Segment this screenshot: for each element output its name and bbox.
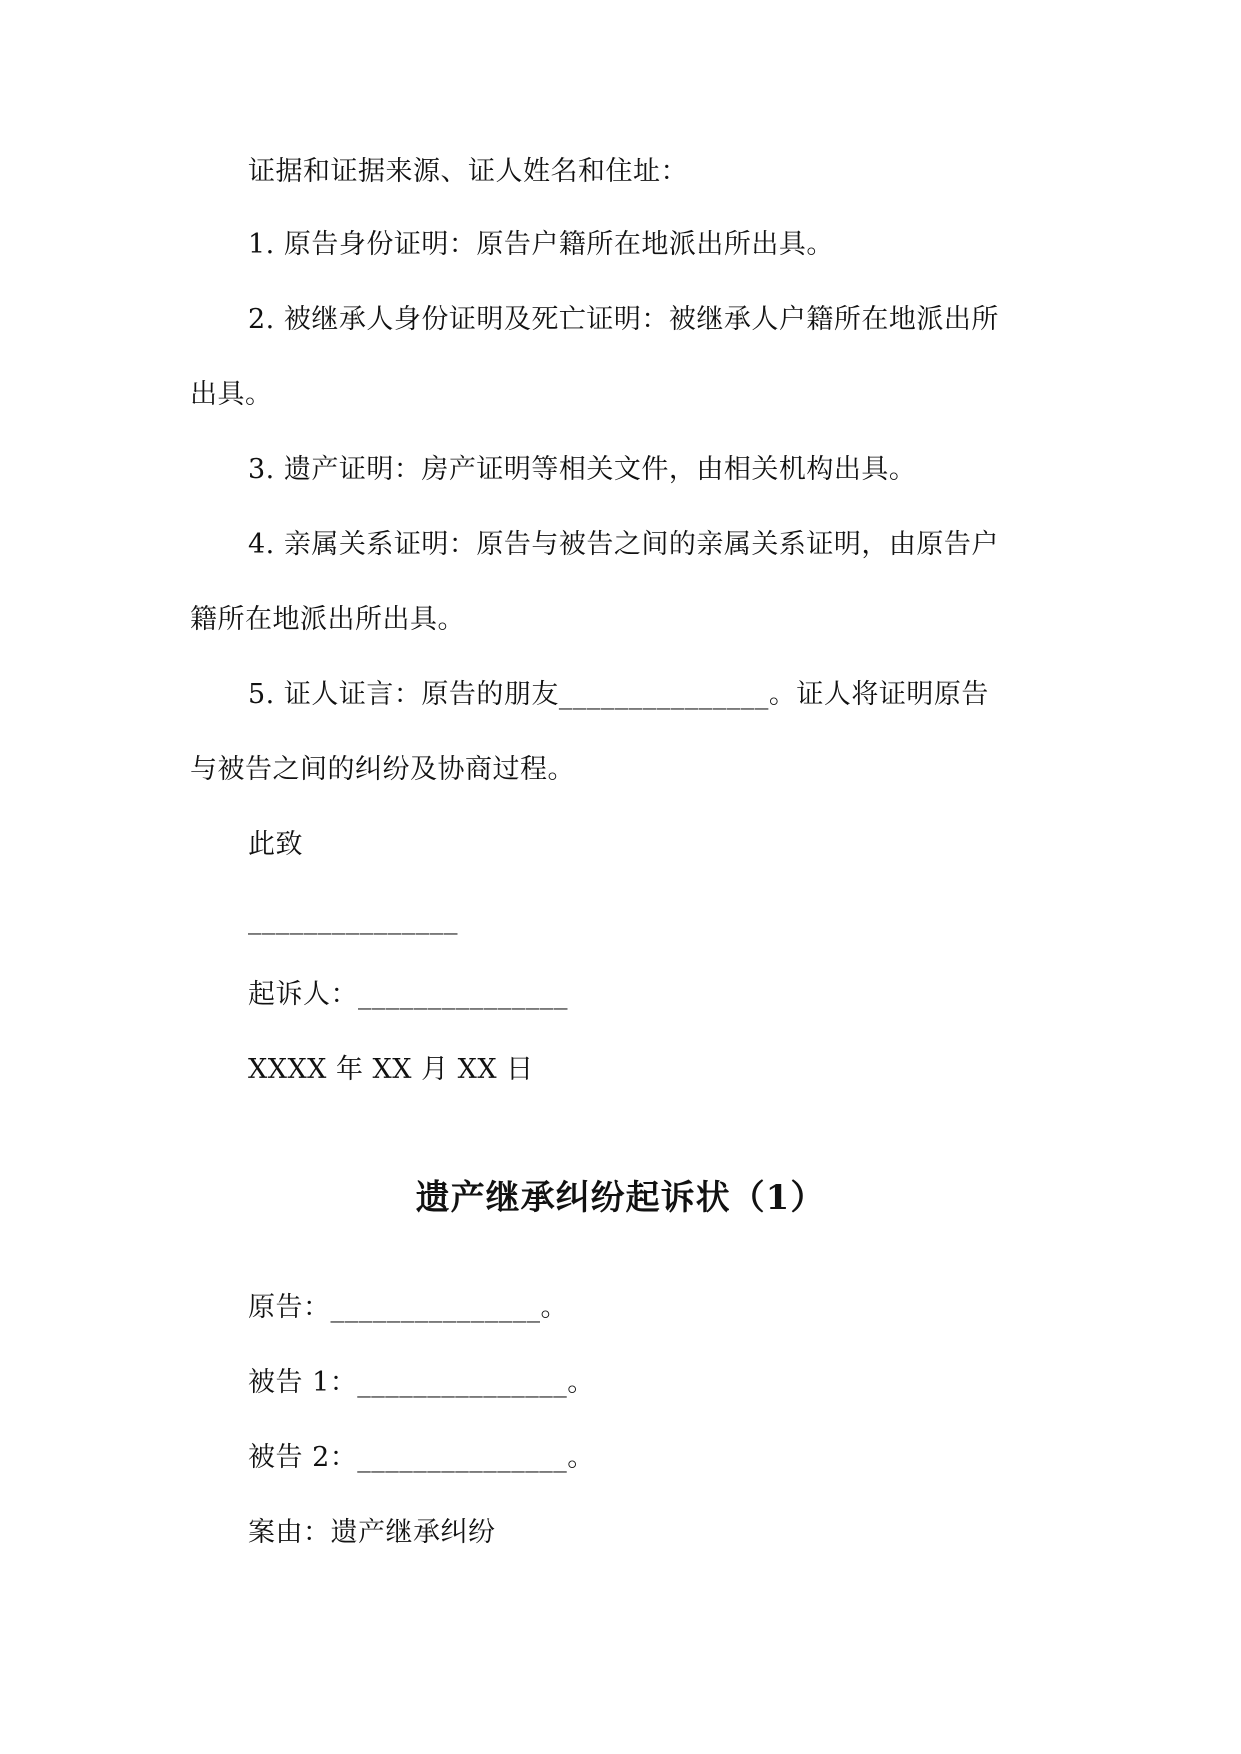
plaintiff-line: 原告：_______________。 [248,1292,568,1323]
evidence-item-5-line-1: 5. 证人证言：原告的朋友_______________。证人将证明原告 [248,679,989,710]
court-blank: _______________ [248,904,458,935]
defendant-2-line: 被告 2：_______________。 [248,1442,595,1473]
evidence-item-2-line-2: 出具。 [190,379,273,410]
salutation: 此致 [248,829,303,860]
evidence-item-4-line-1: 4. 亲属关系证明：原告与被告之间的亲属关系证明，由原告户 [248,529,999,560]
evidence-item-4-line-2: 籍所在地派出所出具。 [190,604,465,635]
evidence-heading: 证据和证据来源、证人姓名和住址： [248,156,688,187]
evidence-item-3: 3. 遗产证明：房产证明等相关文件，由相关机构出具。 [248,454,917,485]
date-line: XXXX 年 XX 月 XX 日 [248,1054,534,1085]
defendant-1-line: 被告 1：_______________。 [248,1367,595,1398]
cause-line: 案由：遗产继承纠纷 [248,1517,496,1548]
evidence-item-2-line-1: 2. 被继承人身份证明及死亡证明：被继承人户籍所在地派出所 [248,304,999,335]
plaintiff-signature: 起诉人：_______________ [248,979,568,1010]
document-title: 遗产继承纠纷起诉状（1） [415,1178,826,1218]
evidence-item-1: 1. 原告身份证明：原告户籍所在地派出所出具。 [248,229,834,260]
evidence-item-5-line-2: 与被告之间的纠纷及协商过程。 [190,754,575,785]
